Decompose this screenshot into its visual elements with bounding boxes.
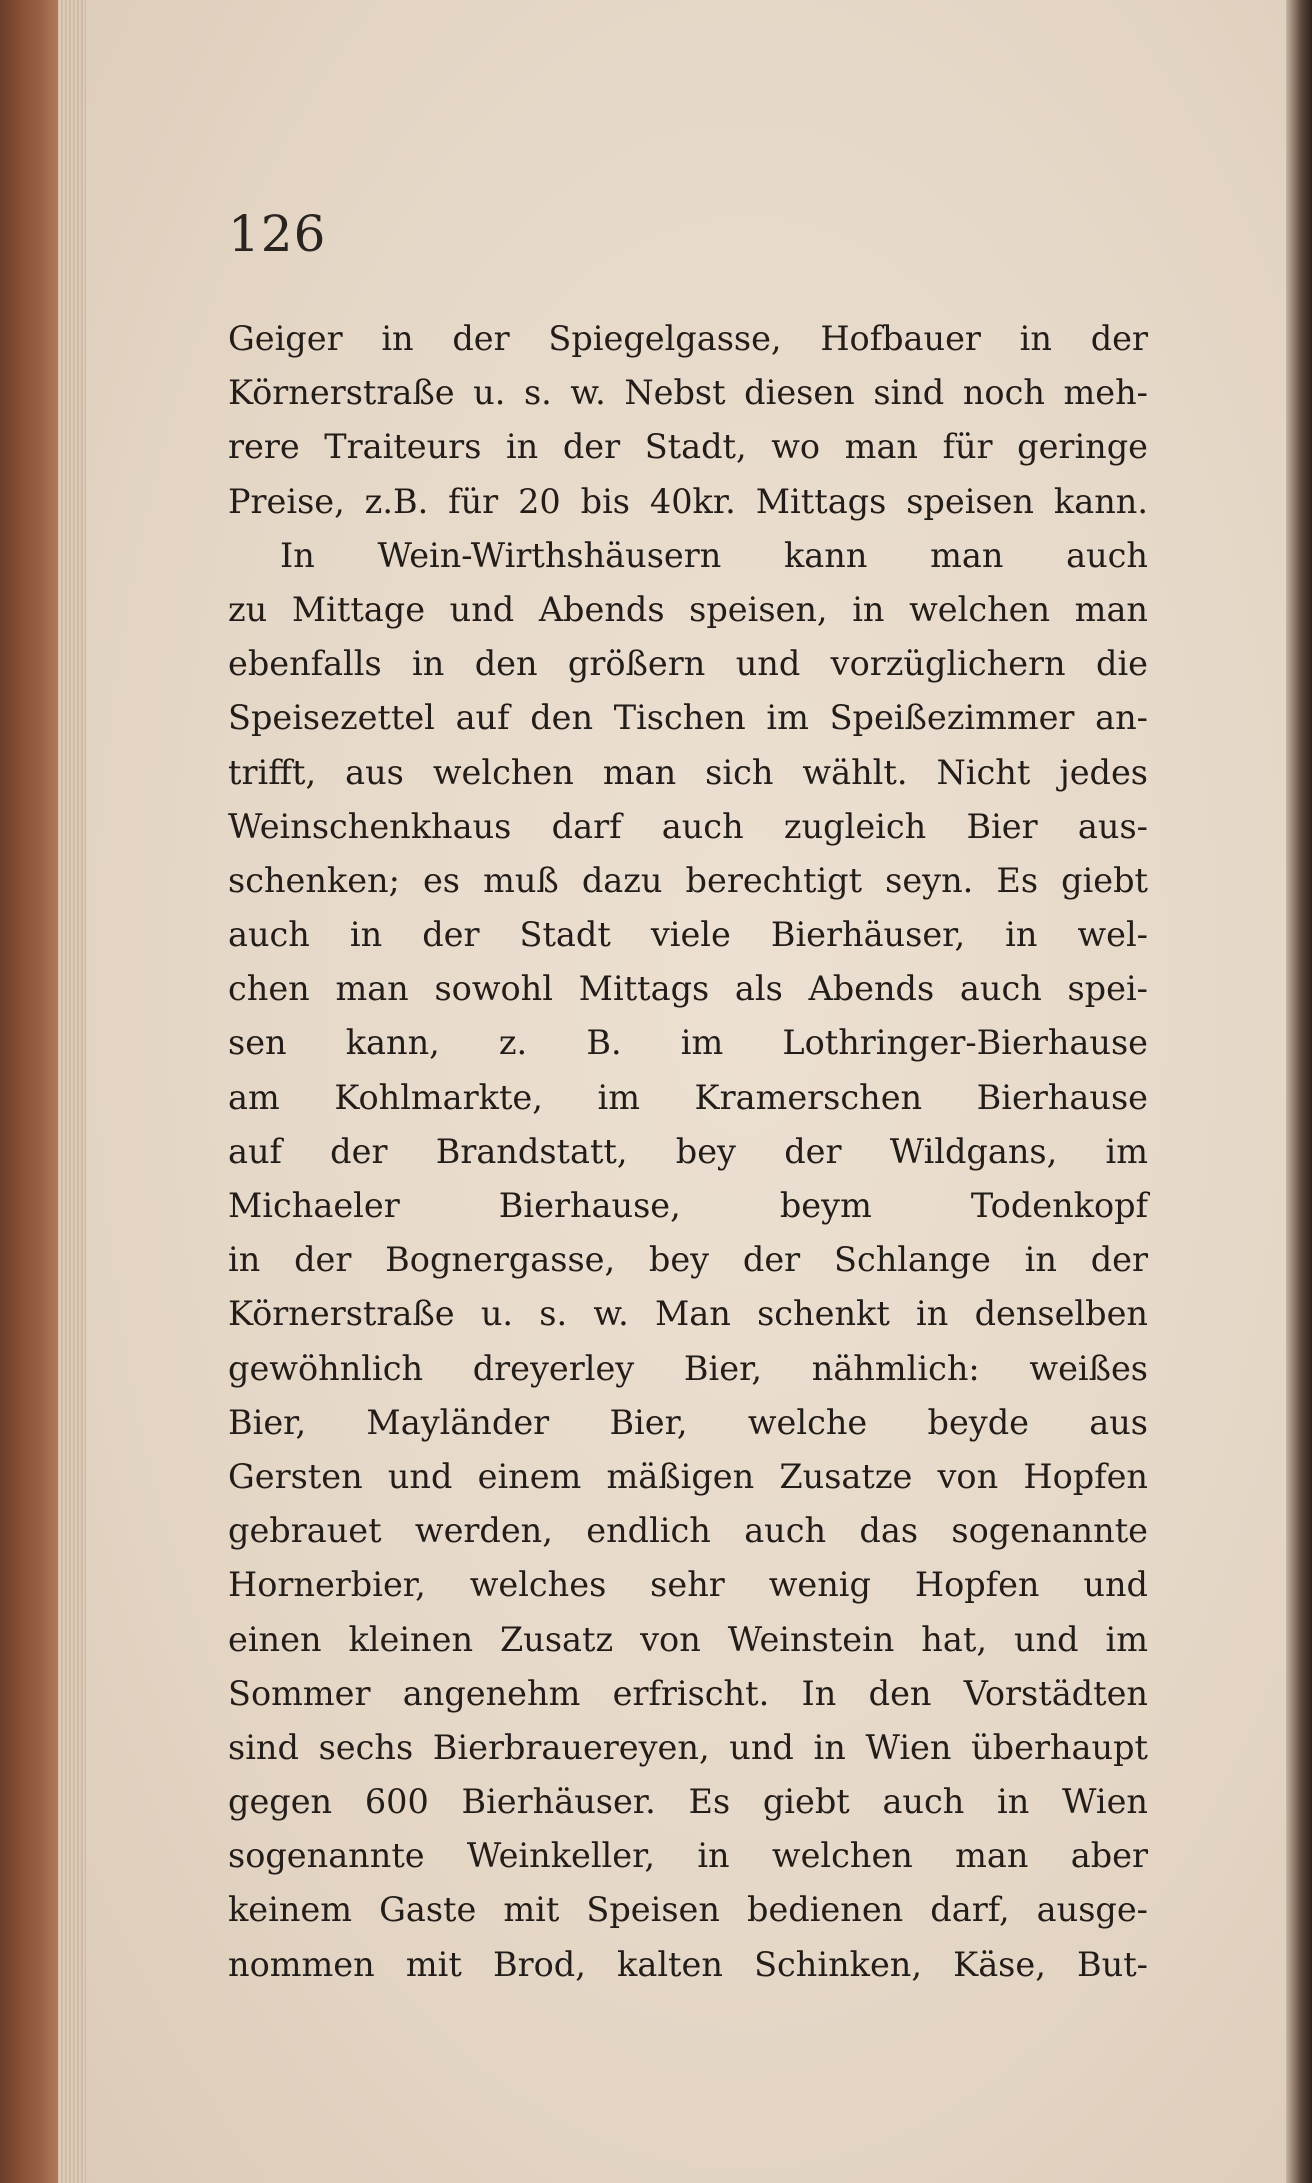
- text-line: sen kann, z. B. im Lothringer-Bierhause: [228, 1023, 1148, 1063]
- text-line: rere Traiteurs in der Stadt, wo man für geringe: [228, 427, 1148, 467]
- text-line: Körnerstraße u. s. w. Nebst diesen sind noch meh-: [228, 373, 1148, 413]
- text-line: einen kleinen Zusatz von Weinstein hat, und im: [228, 1619, 1148, 1659]
- text-line: Preise, z.B. für 20 bis 40kr. Mittags speisen kann.: [228, 481, 1148, 521]
- text-line: Speisezettel auf den Tischen im Speißezimmer an-: [228, 698, 1148, 738]
- paragraph-start-line: In Wein-Wirthshäusern kann man auch: [280, 535, 1148, 575]
- text-line: Hornerbier, welches sehr wenig Hopfen und: [228, 1565, 1148, 1605]
- text-line: Michaeler Bierhause, beym Todenkopf: [228, 1186, 1148, 1225]
- text-line: sind sechs Bierbrauereyen, und in Wien überhaupt: [228, 1727, 1148, 1767]
- text-line: auch in der Stadt viele Bierhäuser, in wel-: [228, 915, 1148, 955]
- page-edges: [58, 0, 86, 2183]
- text-line: Bier, Mayländer Bier, welche beyde aus: [228, 1402, 1148, 1442]
- text-line: schenken; es muß dazu berechtigt seyn. Es giebt: [228, 860, 1148, 900]
- text-line: Körnerstraße u. s. w. Man schenkt in denselben: [228, 1294, 1148, 1334]
- text-line: gebrauet werden, endlich auch das sogenannte: [228, 1511, 1148, 1551]
- text-line: trifft, aus welchen man sich wählt. Nicht jedes: [228, 752, 1148, 792]
- text-line: Sommer angenehm erfrischt. In den Vorstädten: [228, 1673, 1148, 1713]
- text-line: gewöhnlich dreyerley Bier, nähmlich: weißes: [228, 1348, 1148, 1388]
- text-line: Gersten und einem mäßigen Zusatze von Hopfen: [228, 1456, 1148, 1496]
- page-shadow-edge: [1286, 0, 1312, 2183]
- text-line: Geiger in der Spiegelgasse, Hofbauer in der: [228, 319, 1148, 358]
- book-binding: [0, 0, 58, 2183]
- text-line: in der Bognergasse, bey der Schlange in der: [228, 1240, 1148, 1280]
- text-line: nommen mit Brod, kalten Schinken, Käse, But-: [228, 1944, 1148, 1984]
- text-line: am Kohlmarkte, im Kramerschen Bierhause: [228, 1077, 1148, 1117]
- text-line: keinem Gaste mit Speisen bedienen darf, ausge-: [228, 1890, 1148, 1930]
- text-line: Weinschenkhaus darf auch zugleich Bier aus-: [228, 806, 1148, 846]
- text-line: auf der Brandstatt, bey der Wildgans, im: [228, 1131, 1148, 1171]
- text-line: gegen 600 Bierhäuser. Es giebt auch in Wien: [228, 1782, 1148, 1822]
- page-number: 126: [228, 205, 327, 263]
- text-line: sogenannte Weinkeller, in welchen man aber: [228, 1836, 1148, 1876]
- text-line: chen man sowohl Mittags als Abends auch spei-: [228, 969, 1148, 1009]
- text-line: zu Mittage und Abends speisen, in welchen man: [228, 589, 1148, 629]
- text-line: ebenfalls in den größern und vorzüglichern die: [228, 644, 1148, 684]
- body-text: [228, 312, 1148, 1992]
